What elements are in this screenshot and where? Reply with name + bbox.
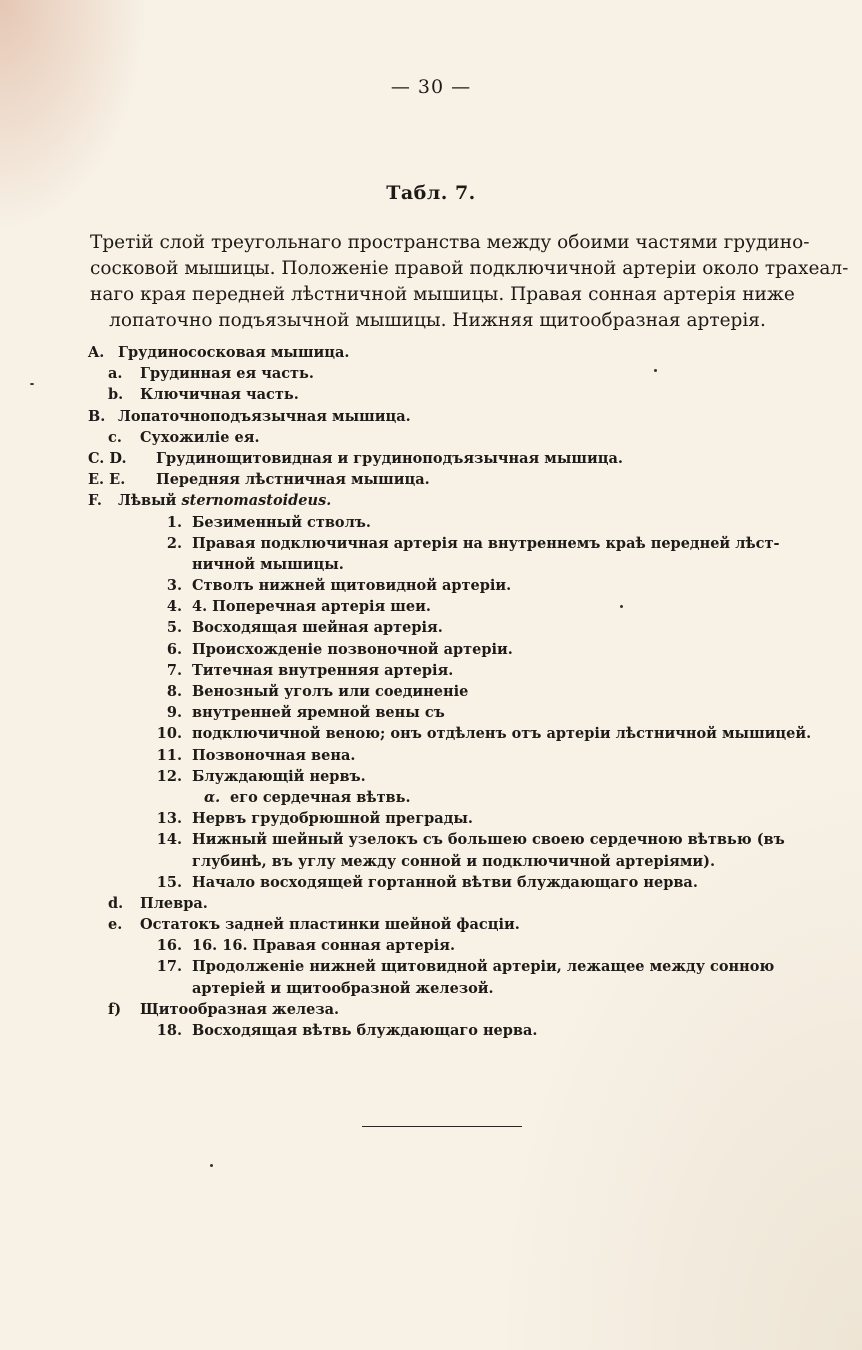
legend-text [140,999,339,1020]
legend-row [88,363,788,384]
legend-text [192,575,511,596]
legend-text [140,384,299,405]
legend-text [192,639,513,660]
legend-text [192,829,785,850]
legend-text [156,448,623,469]
legend-row [88,1020,788,1041]
legend-row [88,723,812,744]
legend-row [88,596,788,617]
legend-text-main: Титечная внутренняя артерія. [192,661,454,679]
paper-speck [30,383,34,385]
legend-text-main: Правая подключичная артерія на внутреннемъ краѣ передней лѣст- [192,534,780,552]
legend-text [140,427,260,448]
legend-text [192,554,344,575]
legend-marker: B. [88,407,106,425]
legend-text-main: Стволъ нижней щитовидной артеріи. [192,577,512,595]
legend-text [118,406,411,427]
legend-row [88,533,788,554]
legend-text [230,787,411,808]
legend-row [88,384,788,405]
legend-row [88,617,788,638]
legend-text [192,745,355,766]
legend-row [88,956,788,977]
legend-text [192,512,371,533]
figure-legend [88,342,812,1041]
legend-marker: 6. [166,640,182,658]
legend-row [88,787,788,808]
legend-row [88,660,788,681]
legend-text [192,617,443,638]
legend-text [192,596,431,617]
legend-text-main: Восходящая вѣтвь блуждающаго нерва. [192,1022,538,1039]
legend-row [88,469,788,490]
legend-text [192,723,811,744]
legend-text-main: Лопаточноподъязычная мышица. [118,407,411,425]
legend-row [88,978,788,999]
legend-row [88,406,788,427]
legend-text [140,893,208,914]
legend-marker: 7. [166,661,182,679]
legend-text [192,851,715,872]
legend-row [88,935,788,956]
legend-row [88,914,788,935]
legend-row [88,766,788,787]
legend-row [88,448,788,469]
legend-row [88,872,788,893]
legend-text-main: Щитообразная железа. [140,1000,340,1018]
legend-marker: 8. [166,683,182,700]
closing-rule [362,1126,522,1127]
legend-text-main: подключичной веною; онъ отдѣленъ отъ артеріи лѣстничной мышицей. [192,725,812,743]
legend-marker: 5. [166,619,182,637]
legend-marker: C. D. [88,449,127,467]
legend-marker: 11. [156,746,182,764]
legend-row [88,702,788,723]
legend-text-main: 4. Поперечная артерія шеи. [192,598,431,616]
legend-text-main: глубинѣ, въ углу между сонной и подключичной артеріями). [192,852,716,870]
legend-text [192,702,445,723]
legend-row [88,427,788,448]
legend-text [192,956,774,977]
legend-marker: α. [204,788,221,806]
legend-text-main: Грудинощитовидная и грудиноподъязычная мышица. [156,449,623,467]
legend-text [156,469,430,490]
legend-text-main: Позвоночная вена. [192,746,356,764]
legend-marker: c. [108,428,122,446]
legend-row [88,745,788,766]
legend-marker: 4. [166,598,182,616]
legend-row [88,490,788,511]
legend-text-main: Сухожиліе ея. [140,428,260,446]
legend-row [88,808,788,829]
legend-marker: 14. [156,831,182,849]
legend-text-main: Грудинососковая мышица. [118,344,350,361]
legend-row [88,554,788,575]
legend-marker: d. [108,894,124,912]
legend-text-main: ничной мышицы. [192,555,344,573]
legend-marker: 16. [156,937,182,955]
legend-text-main: Передняя лѣстничная мышица. [156,471,430,489]
legend-marker: 1. [166,513,182,531]
legend-row [88,681,788,702]
legend-text-main: Блуждающій нервъ. [192,767,366,785]
legend-text [192,978,494,999]
legend-text [192,808,473,829]
legend-marker: E. E. [88,471,126,489]
legend-text-main: Грудинная ея часть. [140,365,314,383]
legend-text-main: Лѣвый [118,492,177,510]
legend-text [140,363,314,384]
legend-text-main: Плевра. [140,894,208,912]
legend-row [88,575,788,596]
legend-text [192,681,468,702]
legend-text [192,766,366,787]
legend-marker: f) [108,1000,122,1018]
legend-text-main: внутренней яремной вены съ [192,704,445,722]
legend-row [88,512,788,533]
intro-line: наго края передней лѣстничной мышицы. Правая сонная артерія ниже [90,284,795,305]
legend-text-main: Нижный шейный узелокъ съ большею своею сердечною вѣтвью (въ [192,831,785,849]
legend-text-main: Остатокъ задней пластинки шейной фасціи. [140,916,520,934]
legend-text-main: Безименный стволъ. [192,513,371,531]
legend-text-main: Продолженіе нижней щитовидной артеріи, лежащее между сонною [192,958,775,976]
page-number: — 30 — [390,76,472,98]
legend-marker: 15. [156,873,182,891]
legend-marker: A. [88,344,105,361]
legend-text-main: Нервъ грудобрюшной преграды. [192,810,473,828]
legend-row [88,639,788,660]
legend-text [192,533,779,554]
legend-text-main: его сердечная вѣтвь. [230,788,411,806]
legend-row [88,893,788,914]
legend-marker: 12. [156,767,182,785]
intro-line: Третій слой треугольнаго пространства между обоими частями грудино- [90,232,810,253]
legend-text [192,1020,537,1041]
legend-text-main: Восходящая шейная артерія. [192,619,443,637]
legend-text [118,342,349,363]
legend-text [192,935,455,956]
legend-text [118,490,331,511]
legend-text-main: Ключичная часть. [140,386,299,404]
legend-marker: a. [108,365,123,383]
legend-marker: 18. [156,1022,182,1039]
legend-row [88,851,788,872]
table-title: Табл. 7. [386,182,476,204]
paper-speck [654,369,657,372]
legend-text-main: Венозный уголъ или соединеніе [192,683,469,700]
intro-line: лопаточно подъязычной мышицы. Нижняя щитообразная артерія. [109,310,766,331]
legend-text-main: 16. 16. Правая сонная артерія. [192,937,456,955]
paper-speck [620,605,623,608]
paper-speck [210,1164,213,1167]
legend-text-main: Происхожденіе позвоночной артеріи. [192,640,513,658]
legend-row [88,342,788,363]
legend-row [88,829,788,850]
legend-marker: 17. [156,958,182,976]
legend-text-latin: sternomastoideus. [181,492,332,510]
legend-text-main: Начало восходящей гортанной вѣтви блуждающаго нерва. [192,873,698,891]
intro-paragraph [90,230,849,334]
legend-text [192,660,453,681]
legend-text-main: артеріей и щитообразной железой. [192,979,494,997]
legend-marker: e. [108,916,123,934]
legend-marker: 10. [156,725,182,743]
legend-marker: 2. [166,534,182,552]
legend-row [88,999,788,1020]
legend-text [140,914,520,935]
legend-marker: 13. [156,810,182,828]
legend-marker: 9. [166,704,182,722]
legend-marker: 3. [166,577,182,595]
legend-text [192,872,698,893]
legend-marker: F. [88,492,102,510]
intro-line: сосковой мышицы. Положеніе правой подключичной артеріи около трахеал- [90,258,849,279]
legend-marker: b. [108,386,124,404]
